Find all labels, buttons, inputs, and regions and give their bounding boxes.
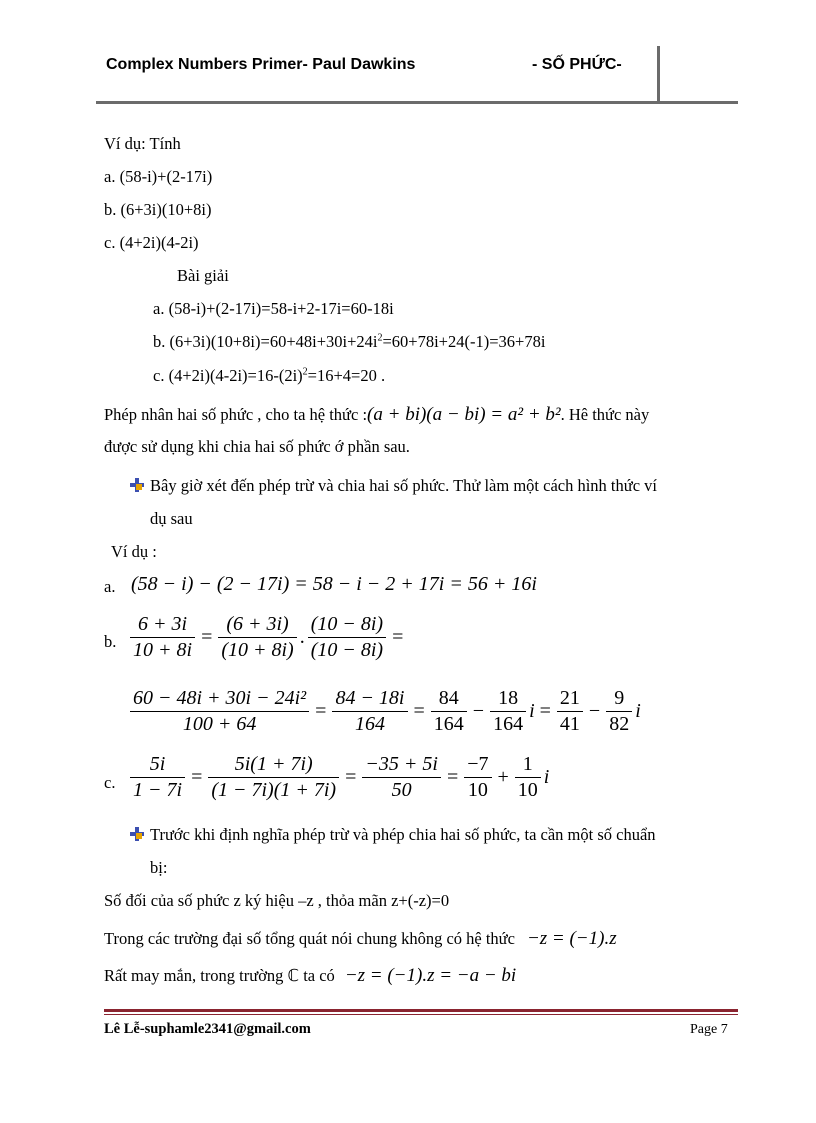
example1-item-b: b. (6+3i)(10+8i) [104, 200, 212, 219]
fraction: $\frac{84 - 18i}{164}$ [332, 686, 407, 737]
complex-field-formula: −z = (−1).z = −a − bi [344, 965, 517, 986]
multiplication-identity-line: Phép nhân hai số phức , cho ta hệ thức :(a + bi)(a − bi) = a² + b². Hê thức này [104, 404, 650, 425]
example2-a-label: a. [104, 577, 116, 596]
example2-c-equation: $\frac{5i}{1 - 7i}$ = $\frac{5i(1 + 7i)}{(1 - 7i)(1 + 7i)}$ = $\frac{-35 + 5i}{50}$ = $\frac{-7}{10}$ + $\frac{1}{10}$ i [128, 752, 550, 803]
bullet-2-line-1: Trước khi định nghĩa phép trừ và phép chia hai số phức, ta cần một số chuẩn [130, 825, 656, 845]
example1-heading: Ví dụ: Tính [104, 134, 181, 153]
fraction: $\frac{1}{10}$ [515, 752, 541, 803]
bullet-2-line-2: bị: [150, 858, 168, 877]
header-title-right: - SỐ PHỨC- [532, 56, 622, 73]
solution-c: c. $(4+2i)(4-2i)=16-(2i)^2=16+4=20$ . [153, 366, 386, 385]
solution-a: a. (58-i)+(2-17i)=58-i+2-17i=60-18i [153, 299, 394, 318]
example2-b-equation-2: $\frac{\text{60 − 48i + 30i − 24i²}}{100 + 64}$ = $\frac{84 - 18i}{164}$ = $\frac{84}{164}$ − $\frac{18}{164}$ i = $\frac{21}{41}$ − $\frac{9}{82}$ i [128, 686, 642, 737]
example2-heading: Ví dụ : [111, 542, 157, 561]
field-formula: −z = (−1).z [526, 928, 617, 949]
identity-formula: (a + bi)(a − bi) = a² + b² [367, 404, 561, 425]
example2-b-label: b. [104, 632, 117, 651]
fraction: $\frac{5i(1 + 7i)}{(1 - 7i)(1 + 7i)}$ [208, 752, 339, 803]
negation-definition: Số đối của số phức z ký hiệu –z , thỏa mãn z+(-z)=0 [104, 891, 450, 910]
fraction: $\frac{21}{41}$ [557, 686, 583, 737]
fraction: $\frac{\text{60 − 48i + 30i − 24i²}}{100 + 64}$ [130, 686, 309, 737]
bullet-arrow-icon [130, 827, 144, 841]
fraction: $\frac{(6 + 3i)}{(10 + 8i)}$ [218, 612, 296, 663]
fraction: $\frac{6 + 3i}{10 + 8i}$ [130, 612, 195, 663]
solution-heading: Bài giải [177, 266, 229, 285]
example2-b-equation-1: $\frac{6 + 3i}{10 + 8i}$ = $\frac{(6 + 3i)}{(10 + 8i)}$ . $\frac{(10 - 8i)}{(10 - 8i)}$ = [128, 612, 407, 663]
complex-field-remark: Rất may mắn, trong trường ℂ ta có −z = (−1).z = −a − bi [104, 965, 517, 986]
footer-author: Lê Lễ-suphamle2341@gmail.com [104, 1021, 311, 1037]
footer-rule-thick [104, 1009, 738, 1012]
header-horizontal-rule [96, 101, 738, 104]
fraction: $\frac{84}{164}$ [431, 686, 467, 737]
bullet-1-line-2: dụ sau [150, 509, 193, 528]
multiplication-note: được sử dụng khi chia hai số phức ớ phần sau. [104, 437, 410, 456]
footer-rule-thin [104, 1014, 738, 1015]
header-title-left: Complex Numbers Primer- Paul Dawkins [106, 56, 416, 73]
fraction: $\frac{-7}{10}$ [464, 752, 491, 803]
example1-item-a: a. (58-i)+(2-17i) [104, 167, 213, 186]
fraction: $\frac{5i}{1 - 7i}$ [130, 752, 185, 803]
fraction: $\frac{18}{164}$ [490, 686, 526, 737]
bullet-arrow-icon [130, 478, 144, 492]
footer-page-number: Page 7 [690, 1022, 728, 1037]
example2-c-label: c. [104, 773, 116, 792]
fraction: $\frac{-35 + 5i}{50}$ [362, 752, 441, 803]
example1-item-c: c. (4+2i)(4-2i) [104, 233, 199, 252]
example2-a-formula: (58 − i) − (2 − 17i) = 58 − i − 2 + 17i = 56 + 16i [131, 573, 537, 595]
header-vertical-rule [657, 46, 660, 102]
fraction: $\frac{9}{82}$ [606, 686, 632, 737]
field-remark: Trong các trường đại số tổng quát nói chung không có hệ thức −z = (−1).z [104, 928, 617, 949]
fraction: $\frac{(10 - 8i)}{(10 - 8i)}$ [308, 612, 386, 663]
solution-b: b. $(6+3i)(10+8i)=60+48i+30i+24i^2=60+78i+24(-1)=36+78i$ [153, 332, 546, 351]
bullet-1-line-1: Bây giờ xét đến phép trừ và chia hai số phức. Thử làm một cách hình thức ví [130, 476, 657, 496]
